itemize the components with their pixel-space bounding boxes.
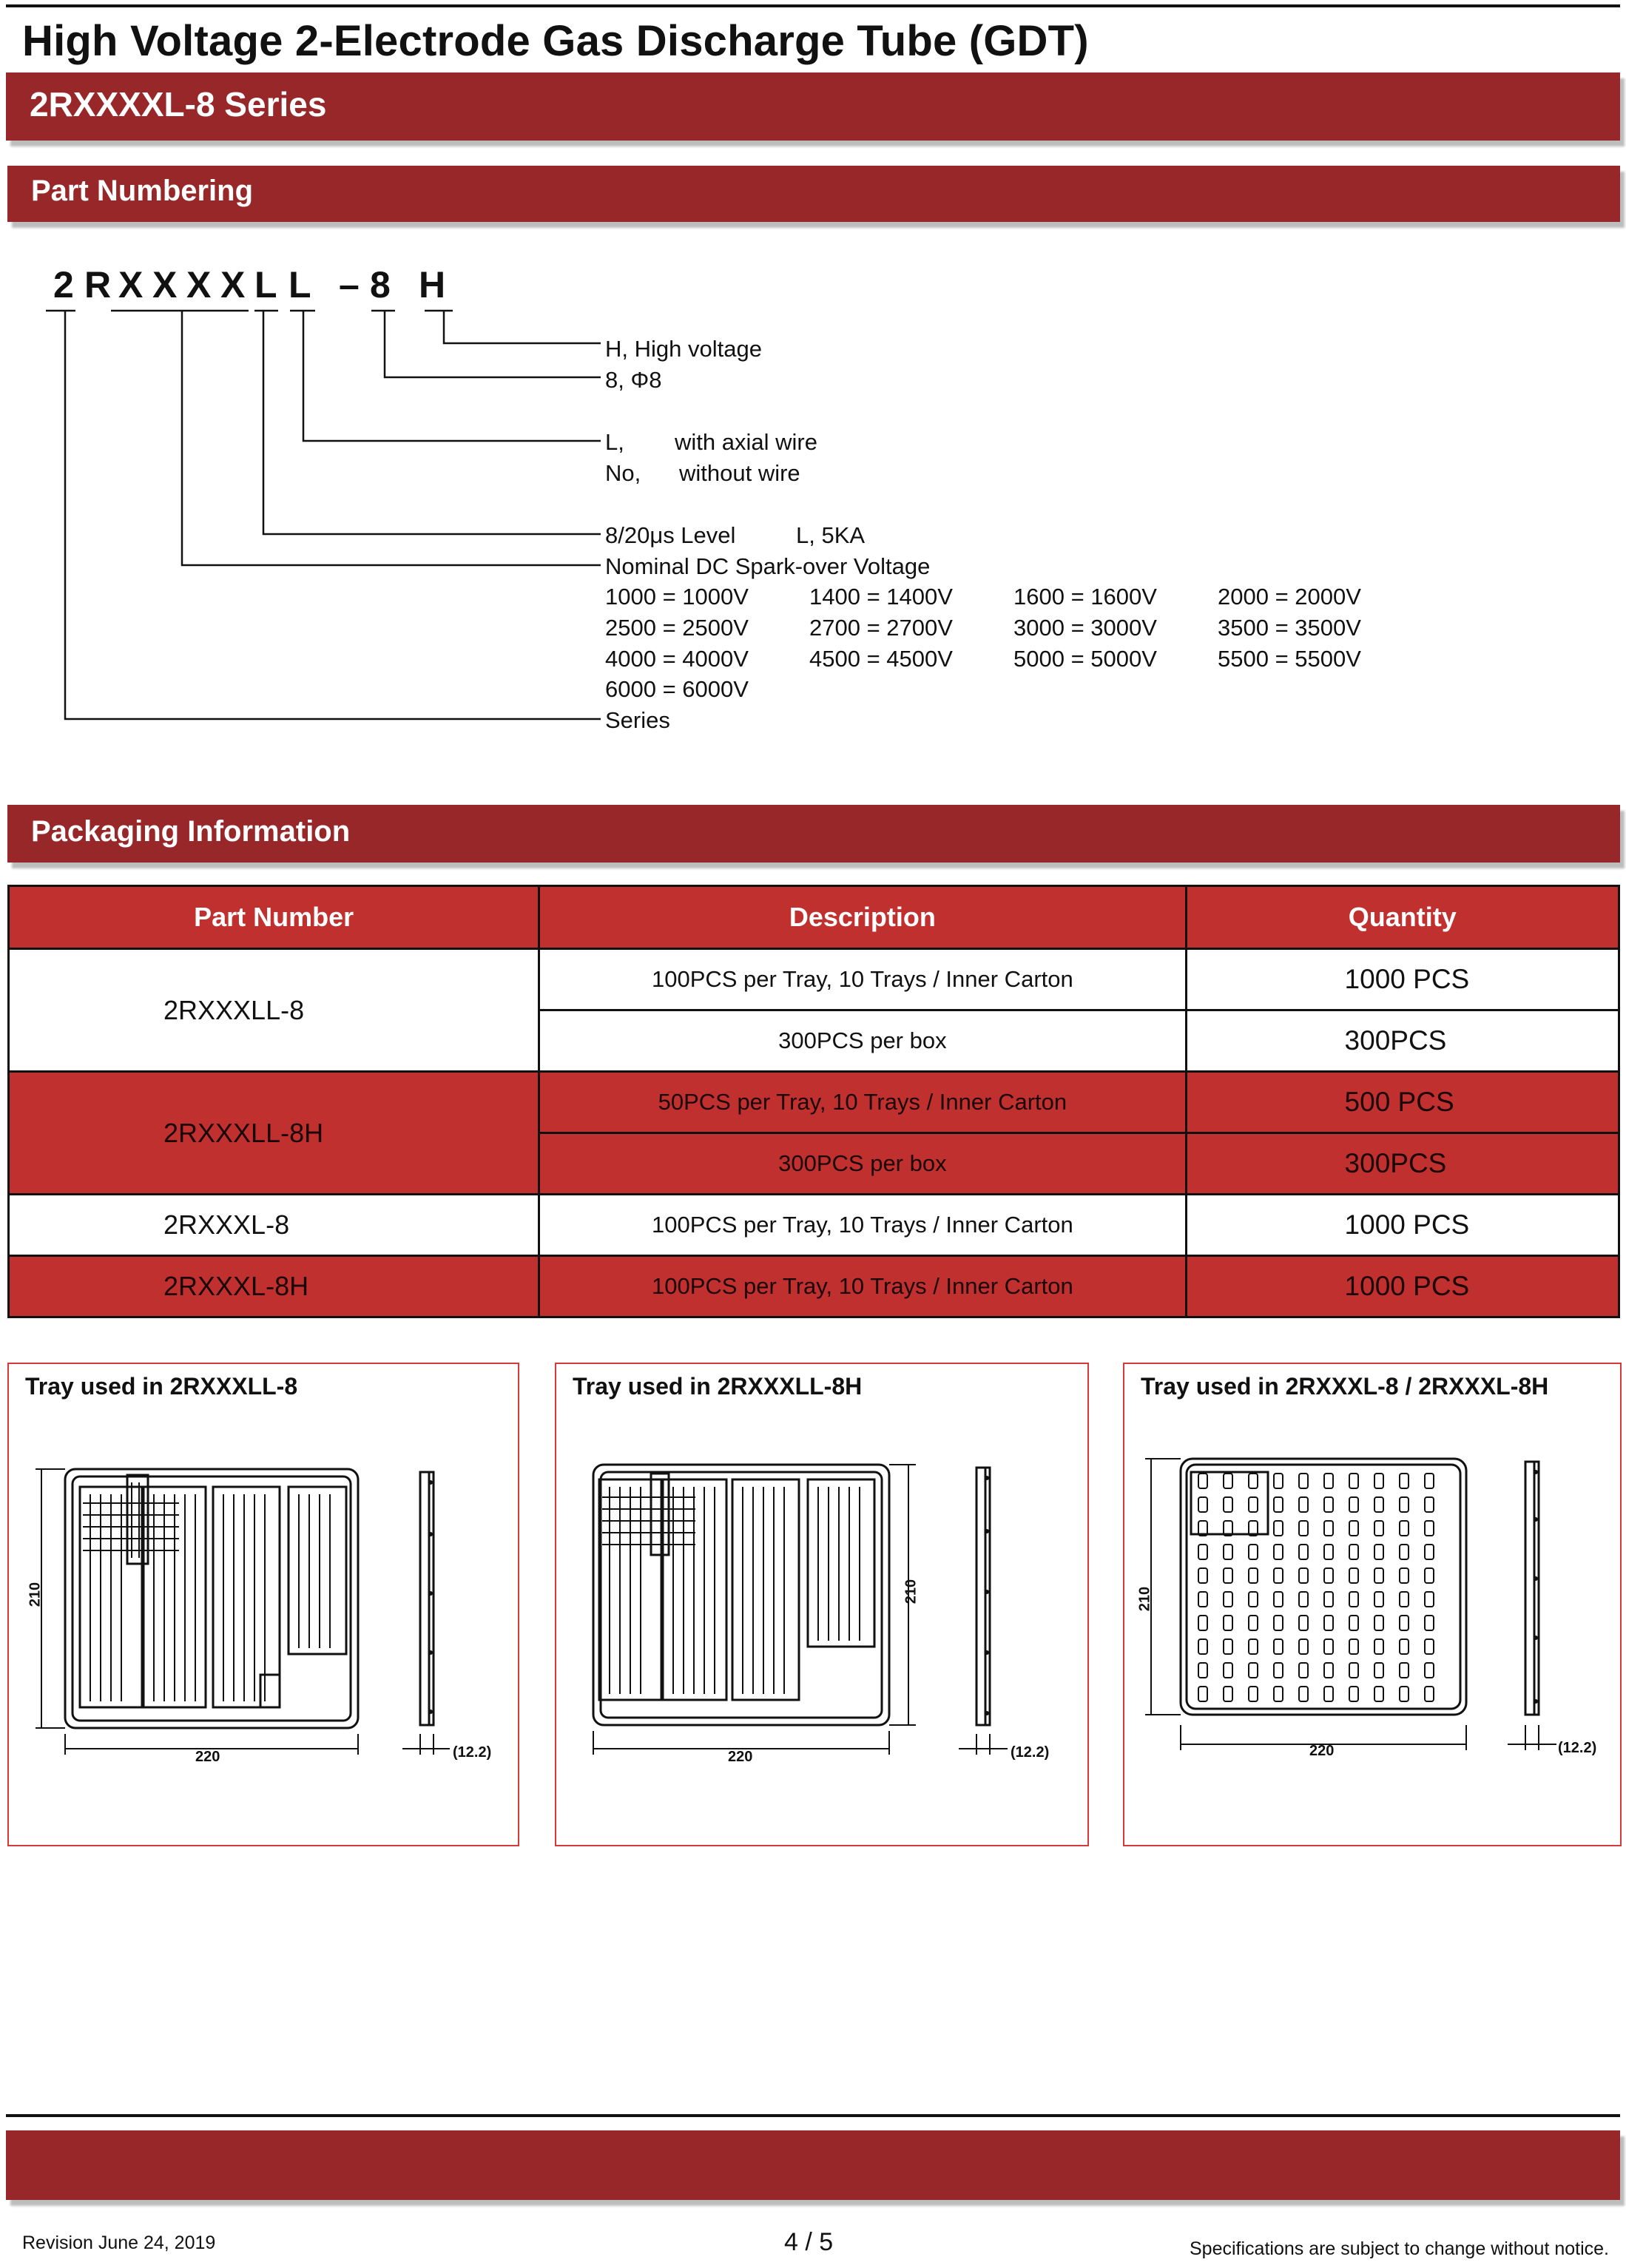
packaging-banner [7, 805, 1620, 863]
series-title: 2RXXXXL-8 Series [30, 85, 327, 124]
desc-with-axial-wire: with axial wire [675, 429, 817, 455]
table-row [9, 1195, 1619, 1256]
table-row [9, 949, 1619, 1010]
code-char-x4: X [220, 264, 246, 306]
code-char-x1: X [118, 264, 144, 306]
voltage-code: 3500 = 3500V [1218, 615, 1361, 641]
code-char-r: R [84, 264, 112, 306]
tray-2-thickness-label: (12.2) [1011, 1744, 1050, 1761]
tray-3-height-label: 210 [1136, 1586, 1153, 1612]
notice-text: Specifications are subject to change without notice. [1190, 2238, 1610, 2259]
tray-panel-3 [1123, 1363, 1622, 1846]
voltage-code: 3000 = 3000V [1013, 615, 1157, 641]
table-row [9, 1256, 1619, 1317]
code-char-8: 8 [370, 264, 391, 306]
tray-drawing-1 [9, 1364, 518, 1845]
tray-3-thickness-label: (12.2) [1558, 1740, 1597, 1756]
quantity-cell: 1000 PCS [1186, 1195, 1619, 1256]
voltage-code: 2500 = 2500V [605, 615, 749, 641]
voltage-code: 4000 = 4000V [605, 646, 749, 672]
voltage-code: 1600 = 1600V [1013, 584, 1157, 610]
revision-date: Revision June 24, 2019 [22, 2232, 216, 2253]
code-char-dash: – [339, 264, 360, 306]
desc-l-code: L, [605, 429, 624, 455]
description-cell: 100PCS per Tray, 10 Trays / Inner Carton [539, 1256, 1186, 1317]
tray-panel-2 [555, 1363, 1089, 1846]
code-char-x3: X [186, 264, 212, 306]
description-cell: 50PCS per Tray, 10 Trays / Inner Carton [539, 1072, 1186, 1133]
part-number-cell: 2RXXXLL-8 [9, 949, 539, 1072]
header-quantity: Quantity [1186, 886, 1619, 949]
packaging-table [7, 885, 1620, 1318]
table-row [9, 1072, 1619, 1133]
page-number: 4 / 5 [784, 2228, 834, 2256]
voltage-code: 1400 = 1400V [809, 584, 953, 610]
part-number-cell: 2RXXXL-8H [9, 1256, 539, 1317]
packaging-heading: Packaging Information [31, 815, 351, 848]
description-cell: 100PCS per Tray, 10 Trays / Inner Carton [539, 1195, 1186, 1256]
tray-2-width-label: 220 [728, 1749, 753, 1765]
quantity-cell: 1000 PCS [1186, 949, 1619, 1010]
part-number-cell: 2RXXXLL-8H [9, 1072, 539, 1195]
tray-1-height-label: 210 [27, 1582, 44, 1607]
desc-no-code: No, [605, 460, 641, 486]
code-char-l2: L [289, 264, 311, 306]
header-description: Description [539, 886, 1186, 949]
tray-title-1: Tray used in 2RXXXLL-8 [25, 1373, 298, 1400]
header-part-number: Part Number [9, 886, 539, 949]
voltage-code: 2000 = 2000V [1218, 584, 1361, 610]
footer-banner [6, 2130, 1620, 2200]
voltage-code: 2700 = 2700V [809, 615, 953, 641]
voltage-code: 5000 = 5000V [1013, 646, 1157, 672]
quantity-cell: 1000 PCS [1186, 1256, 1619, 1317]
code-char-l1: L [254, 264, 277, 306]
description-cell: 100PCS per Tray, 10 Trays / Inner Carton [539, 949, 1186, 1010]
code-char-h: H [419, 264, 446, 306]
tray-1-thickness-label: (12.2) [453, 1744, 492, 1761]
desc-high-voltage: H, High voltage [605, 336, 762, 362]
tray-drawing-3 [1124, 1364, 1620, 1845]
code-char-x2: X [152, 264, 178, 306]
tray-title-2: Tray used in 2RXXXLL-8H [573, 1373, 863, 1400]
desc-nominal-voltage: Nominal DC Spark-over Voltage [605, 553, 931, 579]
desc-series: Series [605, 707, 670, 733]
part-numbering-heading: Part Numbering [31, 175, 254, 207]
table-header-row [9, 886, 1619, 949]
bottom-rule [6, 2114, 1620, 2117]
tray-2-height-label: 210 [903, 1579, 920, 1604]
desc-level-value: L, 5KA [796, 522, 866, 548]
tray-drawing-2 [556, 1364, 1087, 1845]
quantity-cell: 300PCS [1186, 1010, 1619, 1072]
description-cell: 300PCS per box [539, 1010, 1186, 1072]
code-char-2: 2 [53, 264, 74, 306]
voltage-code: 5500 = 5500V [1218, 646, 1361, 672]
tray-panel-1 [7, 1363, 519, 1846]
quantity-cell: 500 PCS [1186, 1072, 1619, 1133]
description-cell: 300PCS per box [539, 1133, 1186, 1195]
desc-phi8: 8, Φ8 [605, 367, 662, 393]
voltage-code: 1000 = 1000V [605, 584, 749, 610]
desc-without-wire: without wire [679, 460, 800, 486]
tray-title-3: Tray used in 2RXXXL-8 / 2RXXXL-8H [1141, 1373, 1549, 1400]
tray-3-width-label: 220 [1309, 1743, 1335, 1759]
voltage-code: 4500 = 4500V [809, 646, 953, 672]
tray-1-width-label: 220 [195, 1749, 220, 1765]
page-title: High Voltage 2-Electrode Gas Discharge Tube (GDT) [22, 17, 1089, 65]
desc-level: 8/20μs Level [605, 522, 736, 548]
voltage-code: 6000 = 6000V [605, 676, 749, 702]
quantity-cell: 300PCS [1186, 1133, 1619, 1195]
part-number-cell: 2RXXXL-8 [9, 1195, 539, 1256]
